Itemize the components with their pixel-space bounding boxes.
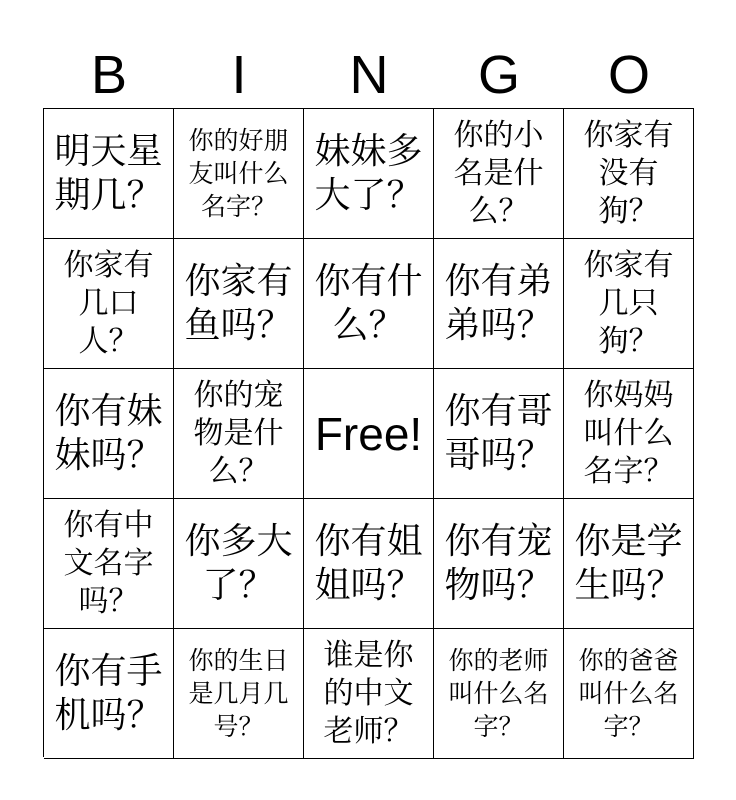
bingo-cell[interactable]: 明天星期几？	[44, 109, 174, 239]
bingo-cell[interactable]: 你的宠物是什么？	[174, 369, 304, 499]
bingo-cell[interactable]: 你妈妈叫什么名字？	[564, 369, 694, 499]
bingo-cell[interactable]: 你有妹妹吗？	[44, 369, 174, 499]
bingo-cell[interactable]: 你的爸爸叫什么名字？	[564, 629, 694, 759]
bingo-cell[interactable]: 你的生日是几月几号？	[174, 629, 304, 759]
bingo-header	[44, 44, 694, 106]
bingo-cell[interactable]: 你家有几口人？	[44, 239, 174, 369]
free-space-cell[interactable]: Free!	[304, 369, 434, 499]
bingo-board	[43, 108, 694, 757]
bingo-cell[interactable]: 你家有鱼吗？	[174, 239, 304, 369]
header-letter-g: G	[477, 45, 520, 105]
bingo-cell[interactable]: 你有什么？	[304, 239, 434, 369]
header-letter-o: O	[607, 45, 650, 105]
bingo-cell[interactable]: 你有弟弟吗？	[434, 239, 564, 369]
bingo-cell[interactable]: 你有中文名字吗？	[44, 499, 174, 629]
header-letter-b: B	[90, 45, 128, 105]
bingo-cell[interactable]: 你的小名是什么？	[434, 109, 564, 239]
bingo-cell[interactable]: 你家有没有狗？	[564, 109, 694, 239]
bingo-cell[interactable]: 妹妹多大了？	[304, 109, 434, 239]
bingo-cell[interactable]: 你有姐姐吗？	[304, 499, 434, 629]
bingo-cell[interactable]: 你家有几只狗？	[564, 239, 694, 369]
bingo-cell[interactable]: 你的老师叫什么名字？	[434, 629, 564, 759]
bingo-cell[interactable]: 你的好朋友叫什么名字？	[174, 109, 304, 239]
bingo-cell[interactable]: 你有手机吗？	[44, 629, 174, 759]
header-letter-n: N	[349, 45, 389, 105]
bingo-cell[interactable]: 你有哥哥吗？	[434, 369, 564, 499]
header-letter-i: I	[231, 45, 247, 105]
bingo-cell[interactable]: 你有宠物吗？	[434, 499, 564, 629]
bingo-cell[interactable]: 你是学生吗？	[564, 499, 694, 629]
bingo-cell[interactable]: 谁是你的中文老师？	[304, 629, 434, 759]
bingo-cell[interactable]: 你多大了？	[174, 499, 304, 629]
